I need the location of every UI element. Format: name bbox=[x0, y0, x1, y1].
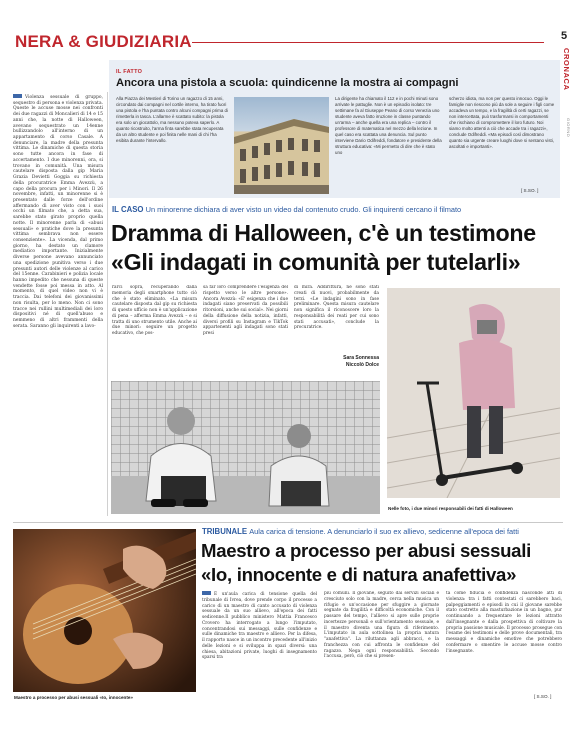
guitar-illustration bbox=[13, 529, 196, 692]
pistola-signature: [ S.SO. ] bbox=[521, 188, 539, 193]
tribunale-col-3: ta come fiducia e confidenza nasconde atti di violenza: tra i fatti contestati ci sarebbero baci, palpeggiamenti e episodi in cui il giovane sarebbe stato costretto alla masturbazione in un bagno, pur continuando a frequentare le lezioni attratto dall'insegnante e dalla prospettiva di coltivare la propria passione musicale. Il processo prosegue con l'esame dei testimoni e delle prove documentali, tra messaggi e dinamiche emotive che potrebbero confermare o smentire le accuse mosse contro l'insegnante. bbox=[446, 591, 562, 654]
header-rule bbox=[192, 42, 544, 43]
halloween-scooter-photo bbox=[387, 288, 560, 498]
halloween-subhead: Un minorenne dichiara di aver visto un video dal contenuto crudo. Gli inquirenti cercano il filmato bbox=[145, 205, 462, 214]
tribunale-subhead: Aula carica di tensione. A denunciarlo il suo ex allievo, sedicenne all'epoca dei fatti bbox=[249, 527, 519, 536]
side-small-label: GIORNO bbox=[566, 118, 571, 138]
guitar-photo bbox=[13, 529, 196, 692]
minors-illustration bbox=[111, 381, 380, 514]
halloween-col-3: di mira. Addirittura, ne sono stati creati di nuovi, probabilmente da terzi. «Le indagini sono in fase preliminare. Questa misura cautelare non significa il riconoscere loro la responsabilità dei reati per cui sono stati accusati», conclude la procuratrice. bbox=[294, 285, 379, 331]
tribunale-title-1: Maestro a processo per abusi sessuali bbox=[201, 540, 531, 561]
halloween-kicker-line bbox=[112, 205, 562, 214]
tribunale-top-rule bbox=[13, 522, 563, 523]
pistola-box bbox=[109, 60, 560, 198]
halloween-title-2: «Gli indagati in comunità per tutelarli» bbox=[111, 249, 521, 275]
lead-bar bbox=[13, 94, 22, 98]
side-label: CRONACA bbox=[562, 48, 571, 91]
pistola-title: Ancora una pistola a scuola: quindicenne la mostra ai compagni bbox=[116, 77, 459, 89]
tribunale-col-1 bbox=[202, 591, 317, 701]
tribunale-signature: [ S.SO. ] bbox=[534, 694, 552, 699]
section-title: NERA & GIUDIZIARIA bbox=[15, 32, 192, 51]
halloween-kicker: IL CASO bbox=[112, 205, 144, 214]
byline-2: Niccolò Dolce bbox=[345, 362, 379, 368]
halloween-photo-caption: Nelle foto, i due minori responsabili dei fatti di Halloween bbox=[388, 506, 513, 511]
guitar-photo-caption: Maestro a processo per abusi sessuali «Io, innocente» bbox=[14, 695, 133, 700]
halloween-minors-photo bbox=[111, 381, 380, 514]
pistola-col-1: Alla Piazza dei Mestieri di Torino un ragazzo di 15 anni, circondato dai compagni nel cortile interno, ha tirato fuori una pistola e l'ha puntata contro alcuni compagni prima di rimetterla in tasca. L'allarme è scattato subito: la pistola era solo un giocattolo, ma nessuno poteva saperlo. A quanto ricostruito, l'arma finta sarebbe stata recuperata da un altro studente e poi finita nelle mani di chi l'ha esibita durante l'intervallo. bbox=[116, 96, 228, 143]
halloween-col-1: rarci sopra, recuperando dalla memoria degli smartphone tutto ciò che è stato eliminato. «La misura cautelare disposta dal gip su richiesta di questo ufficio non è un'applicazione di pena – afferma Emma Avezzù – e si tratta di uno strumento utile. Anche ai due minori: seguire un progetto educativo, che pos- bbox=[112, 285, 197, 336]
tribunale-col-2: più comuni. Il giovane, seguito dai servizi sociali e cresciuto solo con la madre, cerca nella musica un rifugio e un'occasione per sfuggire a giornate segnate da fragilità e difficoltà economiche. Con il passare del tempo, l'allievo si apre sulle proprie incertezze personali e sull'orientamento sessuale, e il maestro diventa una figura di riferimento. L'imputato in aula sottolinea la propria natura "anafettiva". La riluttanza agli abbracci, e la franchezza con cui affronta le confidenze del ragazzo. Nega ogni responsabilità. Secondo l'accusa, però, ciò che si presen- bbox=[324, 591, 439, 660]
tribunale-lead-bar bbox=[202, 591, 211, 595]
school-building-photo bbox=[234, 97, 329, 194]
building-illustration bbox=[234, 97, 329, 194]
halloween-col-2: sa far loro comprendere l'esigenza del rispetto verso le altre persone». Ancora Avezzù: «E' esigenza che i due indagati siano preservati da possibili ritorsioni, anche sui social». Nei giorni della diffusione della notizia, infatti, diversi profili su Instagram e TikTok appartenenti agli indagati sono stati presi bbox=[203, 285, 288, 336]
pistola-col-2: La dirigente ha chiamato il 112 e in pochi minuti sono arrivate le pattuglie. Non è un episodio isolato: tre settimane fa al Giuseppe Peano di corso Venezia uno studente aveva fatto irruzione in classe puntando un'arma – anche quella era una replica – contro il professore di matematica nel mezzo della lezione. In quel caso era scattata una denuncia. Sul punto interviene Dario Odifreddi, fondatore e presidente della struttura educativa: «Mi permetto di dire che è stato uno bbox=[335, 96, 442, 155]
halloween-title-1: Dramma di Halloween, c'è un testimone bbox=[111, 220, 536, 246]
halloween-left-text: Violenza sessuale di gruppo, sequestro di persona e violenza privata. Queste le accuse mosse nei confronti dei due ragazzi di Moncalieri di 14 e 15 anni che, la notte di Halloween, avevano sequestrato un 14enne bullizzandolo all'interno di un appartamento di corso Casale. A denunciare, la madre della presunta vittima. Le dinamiche di questa storia sono tutte ancora in fase di accertamento. I due minorenni, ora, si trovano in comunità. Una misura cautelare disposta dalla gip Maria Grazia Devietti Goggia su richiesta della procuratrice Emma Avezzù, a capo della procura per i Minori. Il 26 novembre, infatti, un minorenne si è presentato dalle forze dell'ordine affermando di aver visto con i suoi occhi un filmato che, a detta sua, sarebbe stato girato proprio quella notte. Il minorenne parla di «abusi sessuali» e pratiche dove la presunta vittima sembrava non essere consenziente». La vicenda, dal primo giorno, ha destato un clamore mediatico importante. Inizialmente diverse persone avevano annunciato una spedizione punitiva verso i due presunti autori delle violenze al carico del 15enne. Carabinieri e polizia locale hanno impedito che nessuna di queste vendette fosse poi messa in atto. Al momento, di quel video non vi è traccia. Dai telefoni dei giovanissimi non risulta, per lo meno. Non ci sono tracce nei rullini multimediali dei loro dispositivi né di quell'abuso e nemmeno di altri frammenti della serata. Saranno gli inquirenti a lavo- bbox=[13, 95, 103, 329]
tribunale-col-1-text: È un'aula carica di tensione quella del tribunale di Ivrea, dove prende corpo il processo a carico di un maestro di canto accusato di violenza sessuale da un suo allievo, all'epoca dei fatti sedicenne.Il pubblico ministero Mattia Francesco Crovero ha interrogato a lungo l'imputato, concentrandosi sui messaggi, sulle confidenze e sulle dinamiche tra maestro e allievo. Per la difesa, il rapporto nasce in un incontro precedente all'inizio delle lezioni e si sviluppa in spazi diversi: una chiesa, abitazioni private, luoghi di insegnamento sparsi tra bbox=[202, 592, 317, 661]
left-column-rule bbox=[107, 92, 108, 516]
scooter-illustration bbox=[387, 288, 560, 498]
tribunale-title-2: «Io, innocente e di natura anafettiva» bbox=[201, 564, 517, 585]
byline-1: Sara Sonnessa bbox=[343, 355, 379, 361]
tribunale-kicker-line bbox=[202, 527, 562, 536]
tribunale-kicker: TRIBUNALE bbox=[202, 527, 248, 536]
halloween-left-column bbox=[13, 94, 103, 516]
pistola-kicker: IL FATTO bbox=[116, 69, 143, 75]
page-number: 5 bbox=[561, 30, 568, 42]
section-header bbox=[12, 30, 552, 54]
pistola-col-3: scherzo idiota, ma non per questo innocuo. Oggi le famiglie non riescono più da sole a seguire i figli come accadeva un tempo, e la fragilità di certi ragazzi, se non intercettata, può trasformarsi in comportamenti che rischiano di compromettere il loro futuro. Noi siamo molto attenti a ciò che accade tra i ragazzi», conclude Odifreddi. «Ma episodi così dimostrano quanto sia urgente creare luoghi dove si sentano visti, ascoltati e importanti». bbox=[449, 96, 555, 149]
